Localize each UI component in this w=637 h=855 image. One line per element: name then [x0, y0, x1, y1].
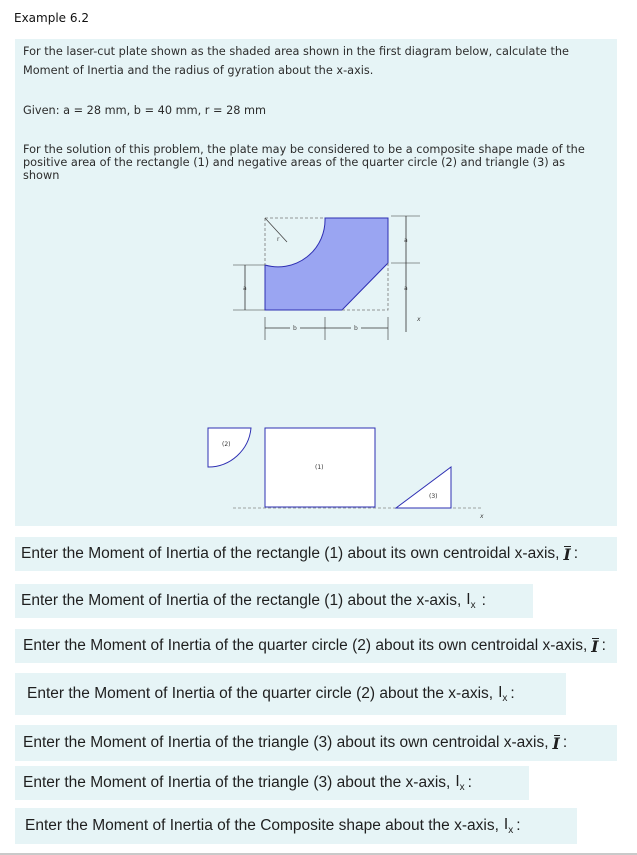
- question-rect-x-axis: [15, 584, 533, 618]
- quarter-circle-label: (2): [222, 441, 231, 448]
- question-colon: :: [573, 545, 579, 562]
- question-colon: :: [510, 685, 515, 702]
- plate-diagram: [233, 216, 421, 340]
- question-triangle-x-axis: [15, 766, 529, 800]
- decomposed-diagram: [208, 428, 484, 520]
- question-text: Enter the Moment of Inertia of the triangle (3) about its own centroidal x-axis,: [23, 734, 549, 751]
- question-colon: :: [481, 592, 486, 609]
- triangle-shape: [396, 467, 451, 508]
- question-text: Enter the Moment of Inertia of the quarter circle (2) about its own centroidal x-axis,: [23, 637, 588, 654]
- question-quarter-x-axis: [15, 673, 566, 715]
- solution-line-3: shown: [23, 169, 60, 182]
- question-triangle-centroidal: [15, 725, 617, 761]
- radius-label: r: [277, 236, 280, 243]
- x-axis-label-bottom: x: [480, 513, 484, 520]
- rectangle-label: (1): [315, 464, 324, 471]
- dim-right-a2-label: a: [404, 285, 408, 292]
- question-colon: :: [562, 734, 568, 751]
- inertia-x-symbol: $I_x$: [466, 590, 476, 612]
- question-composite-x-axis: [15, 808, 577, 844]
- x-axis-label-top: x: [417, 316, 421, 323]
- dim-b1-label: b: [293, 325, 297, 332]
- given-values: Given: a = 28 mm, b = 40 mm, r = 28 mm: [23, 104, 267, 117]
- inertia-x-symbol: $I_x$: [503, 815, 514, 837]
- question-colon: :: [467, 774, 472, 791]
- question-colon: :: [516, 817, 521, 834]
- triangle-label: (3): [429, 493, 438, 500]
- inertia-symbol: I: [563, 544, 571, 564]
- inertia-symbol: I: [552, 733, 560, 753]
- solution-line-2: positive area of the rectangle (1) and negative areas of the quarter circle (2) and triangle (3) as: [23, 156, 566, 169]
- problem-panel: [15, 39, 617, 526]
- question-rect-centroidal: [15, 537, 617, 571]
- shaded-plate: [265, 218, 388, 310]
- question-text: Enter the Moment of Inertia of the triangle (3) about the x-axis,: [23, 774, 451, 791]
- radius-line: [265, 218, 287, 242]
- question-text: Enter the Moment of Inertia of the rectangle (1) about its own centroidal x-axis,: [21, 545, 560, 562]
- example-title: Example 6.2: [14, 11, 89, 25]
- statement-line-1: For the laser-cut plate shown as the shaded area shown in the first diagram below, calculate the: [23, 45, 569, 58]
- inertia-x-symbol: $I_x$: [455, 772, 465, 794]
- question-colon: :: [601, 637, 606, 654]
- inertia-symbol: I: [591, 636, 599, 656]
- dim-right-a1-label: a: [404, 237, 408, 244]
- question-text: Enter the Moment of Inertia of the quarter circle (2) about the x-axis,: [27, 685, 494, 702]
- question-text: Enter the Moment of Inertia of the Composite shape about the x-axis,: [25, 817, 499, 834]
- dim-b2-label: b: [354, 325, 358, 332]
- solution-line-1: For the solution of this problem, the plate may be considered to be a composite shape made of the: [23, 143, 585, 156]
- dim-left-a-label: a: [243, 285, 247, 292]
- composite-diagrams: [15, 39, 617, 526]
- question-quarter-centroidal: [15, 629, 617, 663]
- statement-line-2: Moment of Inertia and the radius of gyration about the x-axis.: [23, 64, 374, 77]
- question-text: Enter the Moment of Inertia of the rectangle (1) about the x-axis,: [21, 592, 462, 609]
- inertia-x-symbol: $I_x$: [498, 683, 508, 705]
